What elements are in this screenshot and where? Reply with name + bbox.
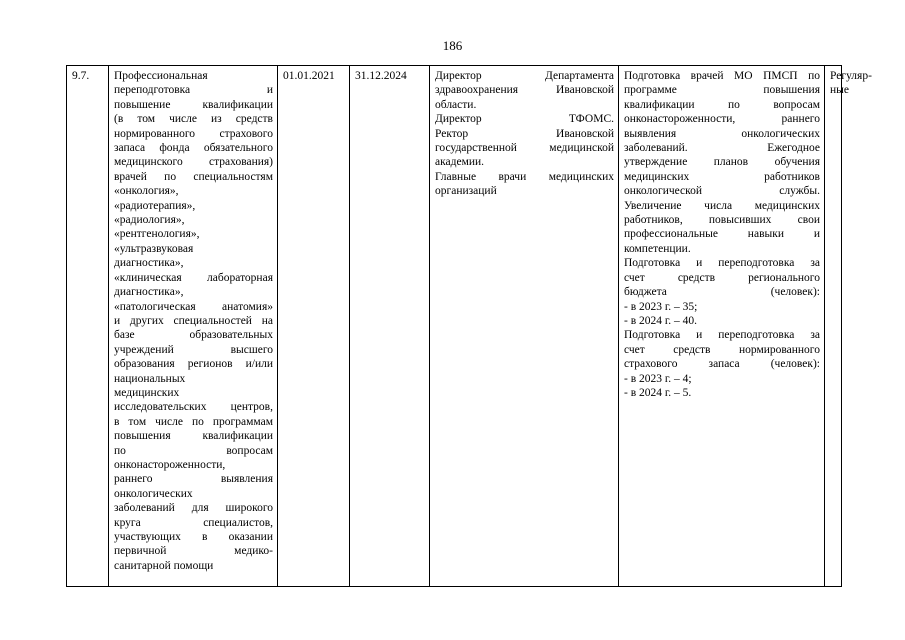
action-text-line: медицинских	[114, 386, 180, 399]
expected-result-line: квалификации по вопросам	[624, 98, 820, 111]
expected-result-line: - в 2024 г. – 40.	[624, 314, 698, 327]
expected-result-line: заболеваний. Ежегодное	[624, 142, 820, 155]
executors-text	[435, 69, 614, 199]
expected-result-line: - в 2023 г. – 4;	[624, 372, 692, 385]
action-text-line: Профессиональная	[114, 70, 208, 82]
action-text-line: врачей по специальностям	[114, 170, 273, 183]
action-text	[114, 69, 273, 573]
expected-result-line: компетенции.	[624, 242, 691, 255]
expected-result-line: онконастороженности, раннего	[624, 113, 820, 126]
action-text-line: национальных	[114, 372, 186, 385]
periodicity-line: ные	[830, 84, 849, 97]
action-text-line: и других специальностей на	[114, 314, 273, 327]
action-text-line: переподготовка и	[114, 84, 273, 97]
end-date: 31.12.2024	[355, 70, 407, 82]
page-number: 186	[442, 38, 463, 53]
expected-result-line: страхового запаса (человек):	[624, 358, 820, 371]
expected-result-line: медицинских работников	[624, 170, 820, 183]
expected-result-line: профессиональные навыки и	[624, 228, 820, 241]
executors-cell	[430, 66, 619, 587]
expected-result-cell	[619, 66, 825, 587]
action-text-line: круга специалистов,	[114, 516, 273, 529]
executors-text-line: Директор ТФОМС.	[435, 113, 614, 126]
expected-result-line: онкологической службы.	[624, 185, 820, 198]
action-text-line: нормированного страхового	[114, 127, 273, 140]
action-text-line: раннего выявления	[114, 473, 273, 486]
action-text-line: онкологических	[114, 487, 193, 500]
action-text-line: (в том числе из средств	[114, 113, 273, 126]
executors-text-line: Ректор Ивановской	[435, 127, 614, 140]
action-text-line: исследовательских центров,	[114, 401, 273, 414]
action-text-line: медицинского страхования)	[114, 156, 273, 169]
start-date-cell	[278, 66, 350, 587]
action-text-line: «патологическая анатомия»	[114, 300, 273, 313]
table-row	[67, 66, 842, 587]
expected-result-line: Подготовка и переподготовка за	[624, 329, 820, 342]
action-text-line: «онкология»,	[114, 185, 179, 198]
expected-result-line: программе повышения	[624, 84, 820, 97]
action-text-line: «клиническая лабораторная	[114, 271, 273, 284]
action-text-line: заболеваний для широкого	[114, 502, 273, 515]
executors-text-line: организаций	[435, 185, 497, 198]
end-date-cell	[350, 66, 430, 587]
expected-result-line: работников, повысивших свои	[624, 214, 820, 227]
action-text-line: запаса фонда обязательного	[114, 142, 273, 155]
action-text-line: «радиология»,	[114, 214, 185, 227]
expected-result-line: - в 2024 г. – 5.	[624, 386, 692, 399]
item-number: 9.7.	[72, 70, 90, 82]
activity-plan-table	[66, 65, 872, 587]
action-text-line: повышение квалификации	[114, 98, 273, 111]
executors-text-line: академии.	[435, 156, 485, 169]
expected-result-line: счет средств нормированного	[624, 343, 820, 356]
action-text-line: онконастороженности,	[114, 458, 226, 471]
periodicity-line: Регуляр-	[830, 70, 872, 82]
action-text-line: по вопросам	[114, 444, 273, 457]
periodicity-cell	[825, 66, 872, 587]
action-cell	[109, 66, 278, 587]
action-text-line: повышения квалификации	[114, 430, 273, 443]
action-text-line: учреждений высшего	[114, 343, 273, 356]
action-text-line: диагностика»,	[114, 286, 184, 299]
expected-result-text	[624, 69, 820, 400]
item-number-cell	[67, 66, 109, 587]
expected-result-line: - в 2023 г. – 35;	[624, 300, 698, 313]
expected-result-line: выявления онкологических	[624, 127, 820, 140]
periodicity-text	[830, 69, 872, 98]
action-text-line: «ультразвуковая	[114, 242, 194, 255]
executors-text-line: государственной медицинской	[435, 142, 614, 155]
expected-result-line: Подготовка и переподготовка за	[624, 257, 820, 270]
expected-result-line: бюджета (человек):	[624, 286, 820, 299]
action-text-line: «радиотерапия»,	[114, 199, 196, 212]
expected-result-line: Подготовка врачей МО ПМСП по	[624, 70, 820, 82]
action-text-line: диагностика»,	[114, 257, 184, 270]
action-text-line: базе образовательных	[114, 329, 273, 342]
action-text-line: первичной медико-	[114, 545, 273, 558]
action-text-line: санитарной помощи	[114, 559, 214, 572]
expected-result-line: утверждение планов обучения	[624, 156, 820, 169]
action-text-line: образования регионов и/или	[114, 358, 273, 371]
action-text-line: участвующих в оказании	[114, 531, 273, 543]
executors-text-line: Главные врачи медицинских	[435, 170, 614, 183]
executors-text-line: области.	[435, 98, 477, 111]
expected-result-line: Увеличение числа медицинских	[624, 199, 820, 212]
action-text-line: в том числе по программам	[114, 415, 273, 428]
expected-result-line: счет средств регионального	[624, 271, 820, 284]
start-date: 01.01.2021	[283, 70, 335, 82]
executors-text-line: здравоохранения Ивановской	[435, 84, 614, 97]
executors-text-line: Директор Департамента	[435, 70, 614, 82]
action-text-line: «рентгенология»,	[114, 228, 200, 241]
